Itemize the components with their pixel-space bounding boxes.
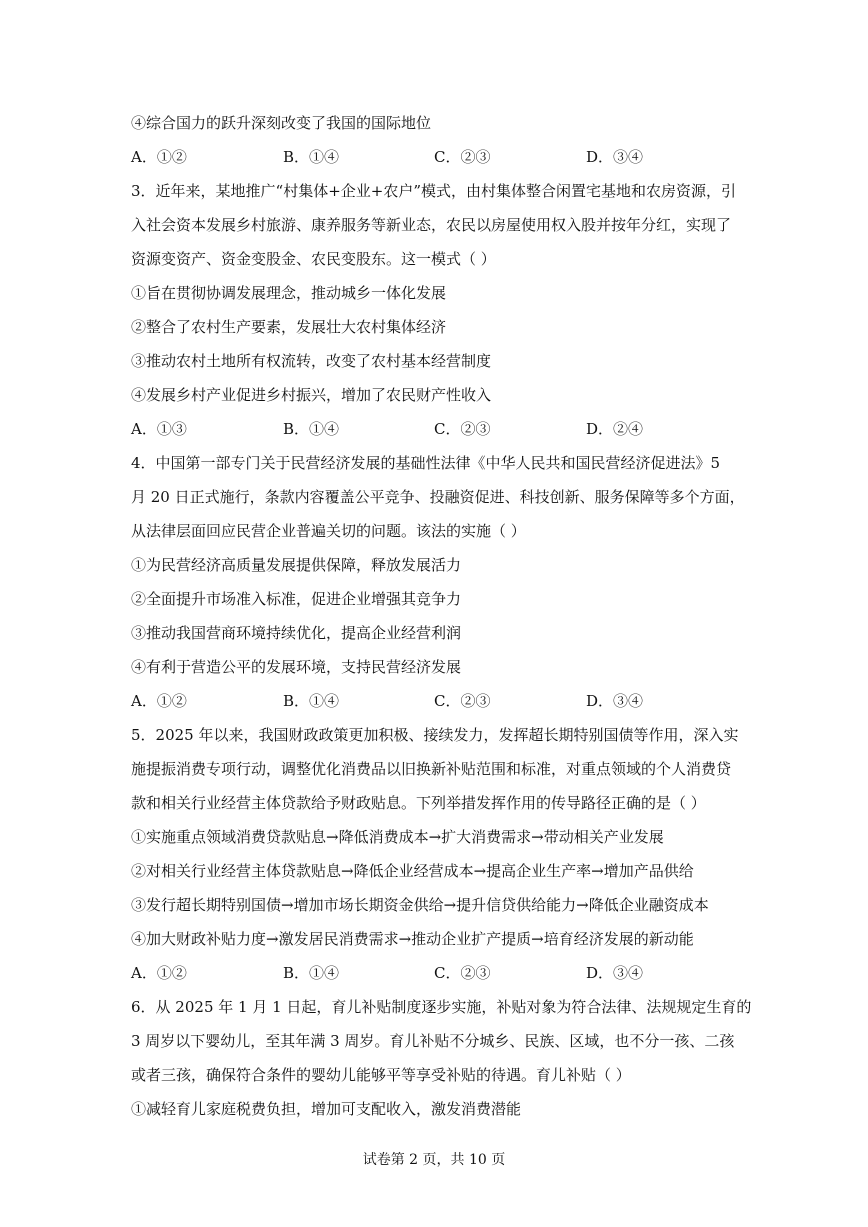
q5-option-b: B．①④ xyxy=(283,964,340,982)
q6-stem-line-2: 3 周岁以下婴幼儿，至其年满 3 周岁。育儿补贴不分城乡、民族、区域，也不分一孩、二孩 xyxy=(131,1032,735,1050)
q4-option-b: B．①④ xyxy=(283,692,340,710)
q4-statement-3: ③推动我国营商环境持续优化，提高企业经营利润 xyxy=(131,624,462,642)
q5-statement-1: ①实施重点领域消费贷款贴息→降低消费成本→扩大消费需求→带动相关产业发展 xyxy=(131,828,664,846)
q5-stem-line-3: 款和相关行业经营主体贷款给予财政贴息。下列举措发挥作用的传导路径正确的是（ ） xyxy=(131,794,706,812)
q3-option-c: C．②③ xyxy=(434,420,491,438)
q4-option-a: A．①② xyxy=(131,692,187,710)
q6-stem-line-1: 6．从 2025 年 1 月 1 日起，育儿补贴制度逐步实施，补贴对象为符合法律、法规规定生育的 xyxy=(131,998,752,1016)
q5-statement-2: ②对相关行业经营主体贷款贴息→降低企业经营成本→提高企业生产率→增加产品供给 xyxy=(131,862,694,880)
q4-stem-line-2: 月 20 日正式施行，条款内容覆盖公平竞争、投融资促进、科技创新、服务保障等多个方面， xyxy=(131,488,745,506)
q3-option-d: D．②④ xyxy=(586,420,644,438)
q2-statement-4: ④综合国力的跃升深刻改变了我国的国际地位 xyxy=(131,114,432,132)
page-footer: 试卷第 2 页，共 10 页 xyxy=(362,1152,506,1168)
q5-statement-3: ③发行超长期特别国债→增加市场长期资金供给→提升信贷供给能力→降低企业融资成本 xyxy=(131,896,709,914)
q5-stem-line-1: 5．2025 年以来，我国财政政策更加积极、接续发力，发挥超长期特别国债等作用，深入实 xyxy=(131,726,739,744)
q4-stem-line-3: 从法律层面回应民营企业普遍关切的问题。该法的实施（ ） xyxy=(131,522,526,540)
q4-statement-2: ②全面提升市场准入标准，促进企业增强其竞争力 xyxy=(131,590,462,608)
q6-stem-line-3: 或者三孩，确保符合条件的婴幼儿能够平等享受补贴的待遇。育儿补贴（ ） xyxy=(131,1066,631,1084)
q2-option-d: D．③④ xyxy=(586,148,644,166)
q5-stem-line-2: 施提振消费专项行动，调整优化消费品以旧换新补贴范围和标准，对重点领域的个人消费贷 xyxy=(131,760,732,778)
q3-option-a: A．①③ xyxy=(131,420,187,438)
q5-option-a: A．①② xyxy=(131,964,187,982)
q3-statement-3: ③推动农村土地所有权流转，改变了农村基本经营制度 xyxy=(131,352,492,370)
q3-stem-line-1: 3．近年来，某地推广“村集体+企业+农户”模式，由村集体整合闲置宅基地和农房资源，引 xyxy=(131,182,737,200)
q4-option-c: C．②③ xyxy=(434,692,491,710)
q4-statement-4: ④有利于营造公平的发展环境，支持民营经济发展 xyxy=(131,658,462,676)
q4-option-d: D．③④ xyxy=(586,692,644,710)
q3-statement-1: ①旨在贯彻协调发展理念，推动城乡一体化发展 xyxy=(131,284,447,302)
q5-statement-4: ④加大财政补贴力度→激发居民消费需求→推动企业扩产提质→培育经济发展的新动能 xyxy=(131,930,694,948)
q3-statement-4: ④发展乡村产业促进乡村振兴，增加了农民财产性收入 xyxy=(131,386,492,404)
q3-stem-line-3: 资源变资产、资金变股金、农民变股东。这一模式（ ） xyxy=(131,250,496,268)
q5-option-d: D．③④ xyxy=(586,964,644,982)
q5-option-c: C．②③ xyxy=(434,964,491,982)
q2-option-c: C．②③ xyxy=(434,148,491,166)
q2-option-a: A．①② xyxy=(131,148,187,166)
q2-option-b: B．①④ xyxy=(283,148,340,166)
q6-statement-1: ①减轻育儿家庭税费负担，增加可支配收入，激发消费潜能 xyxy=(131,1100,522,1118)
q4-statement-1: ①为民营经济高质量发展提供保障，释放发展活力 xyxy=(131,556,462,574)
q3-statement-2: ②整合了农村生产要素，发展壮大农村集体经济 xyxy=(131,318,447,336)
q3-option-b: B．①④ xyxy=(283,420,340,438)
q4-stem-line-1: 4．中国第一部专门关于民营经济发展的基础性法律《中华人民共和国民营经济促进法》5 xyxy=(131,454,721,472)
q3-stem-line-2: 入社会资本发展乡村旅游、康养服务等新业态，农民以房屋使用权入股并按年分红，实现了 xyxy=(131,216,732,234)
